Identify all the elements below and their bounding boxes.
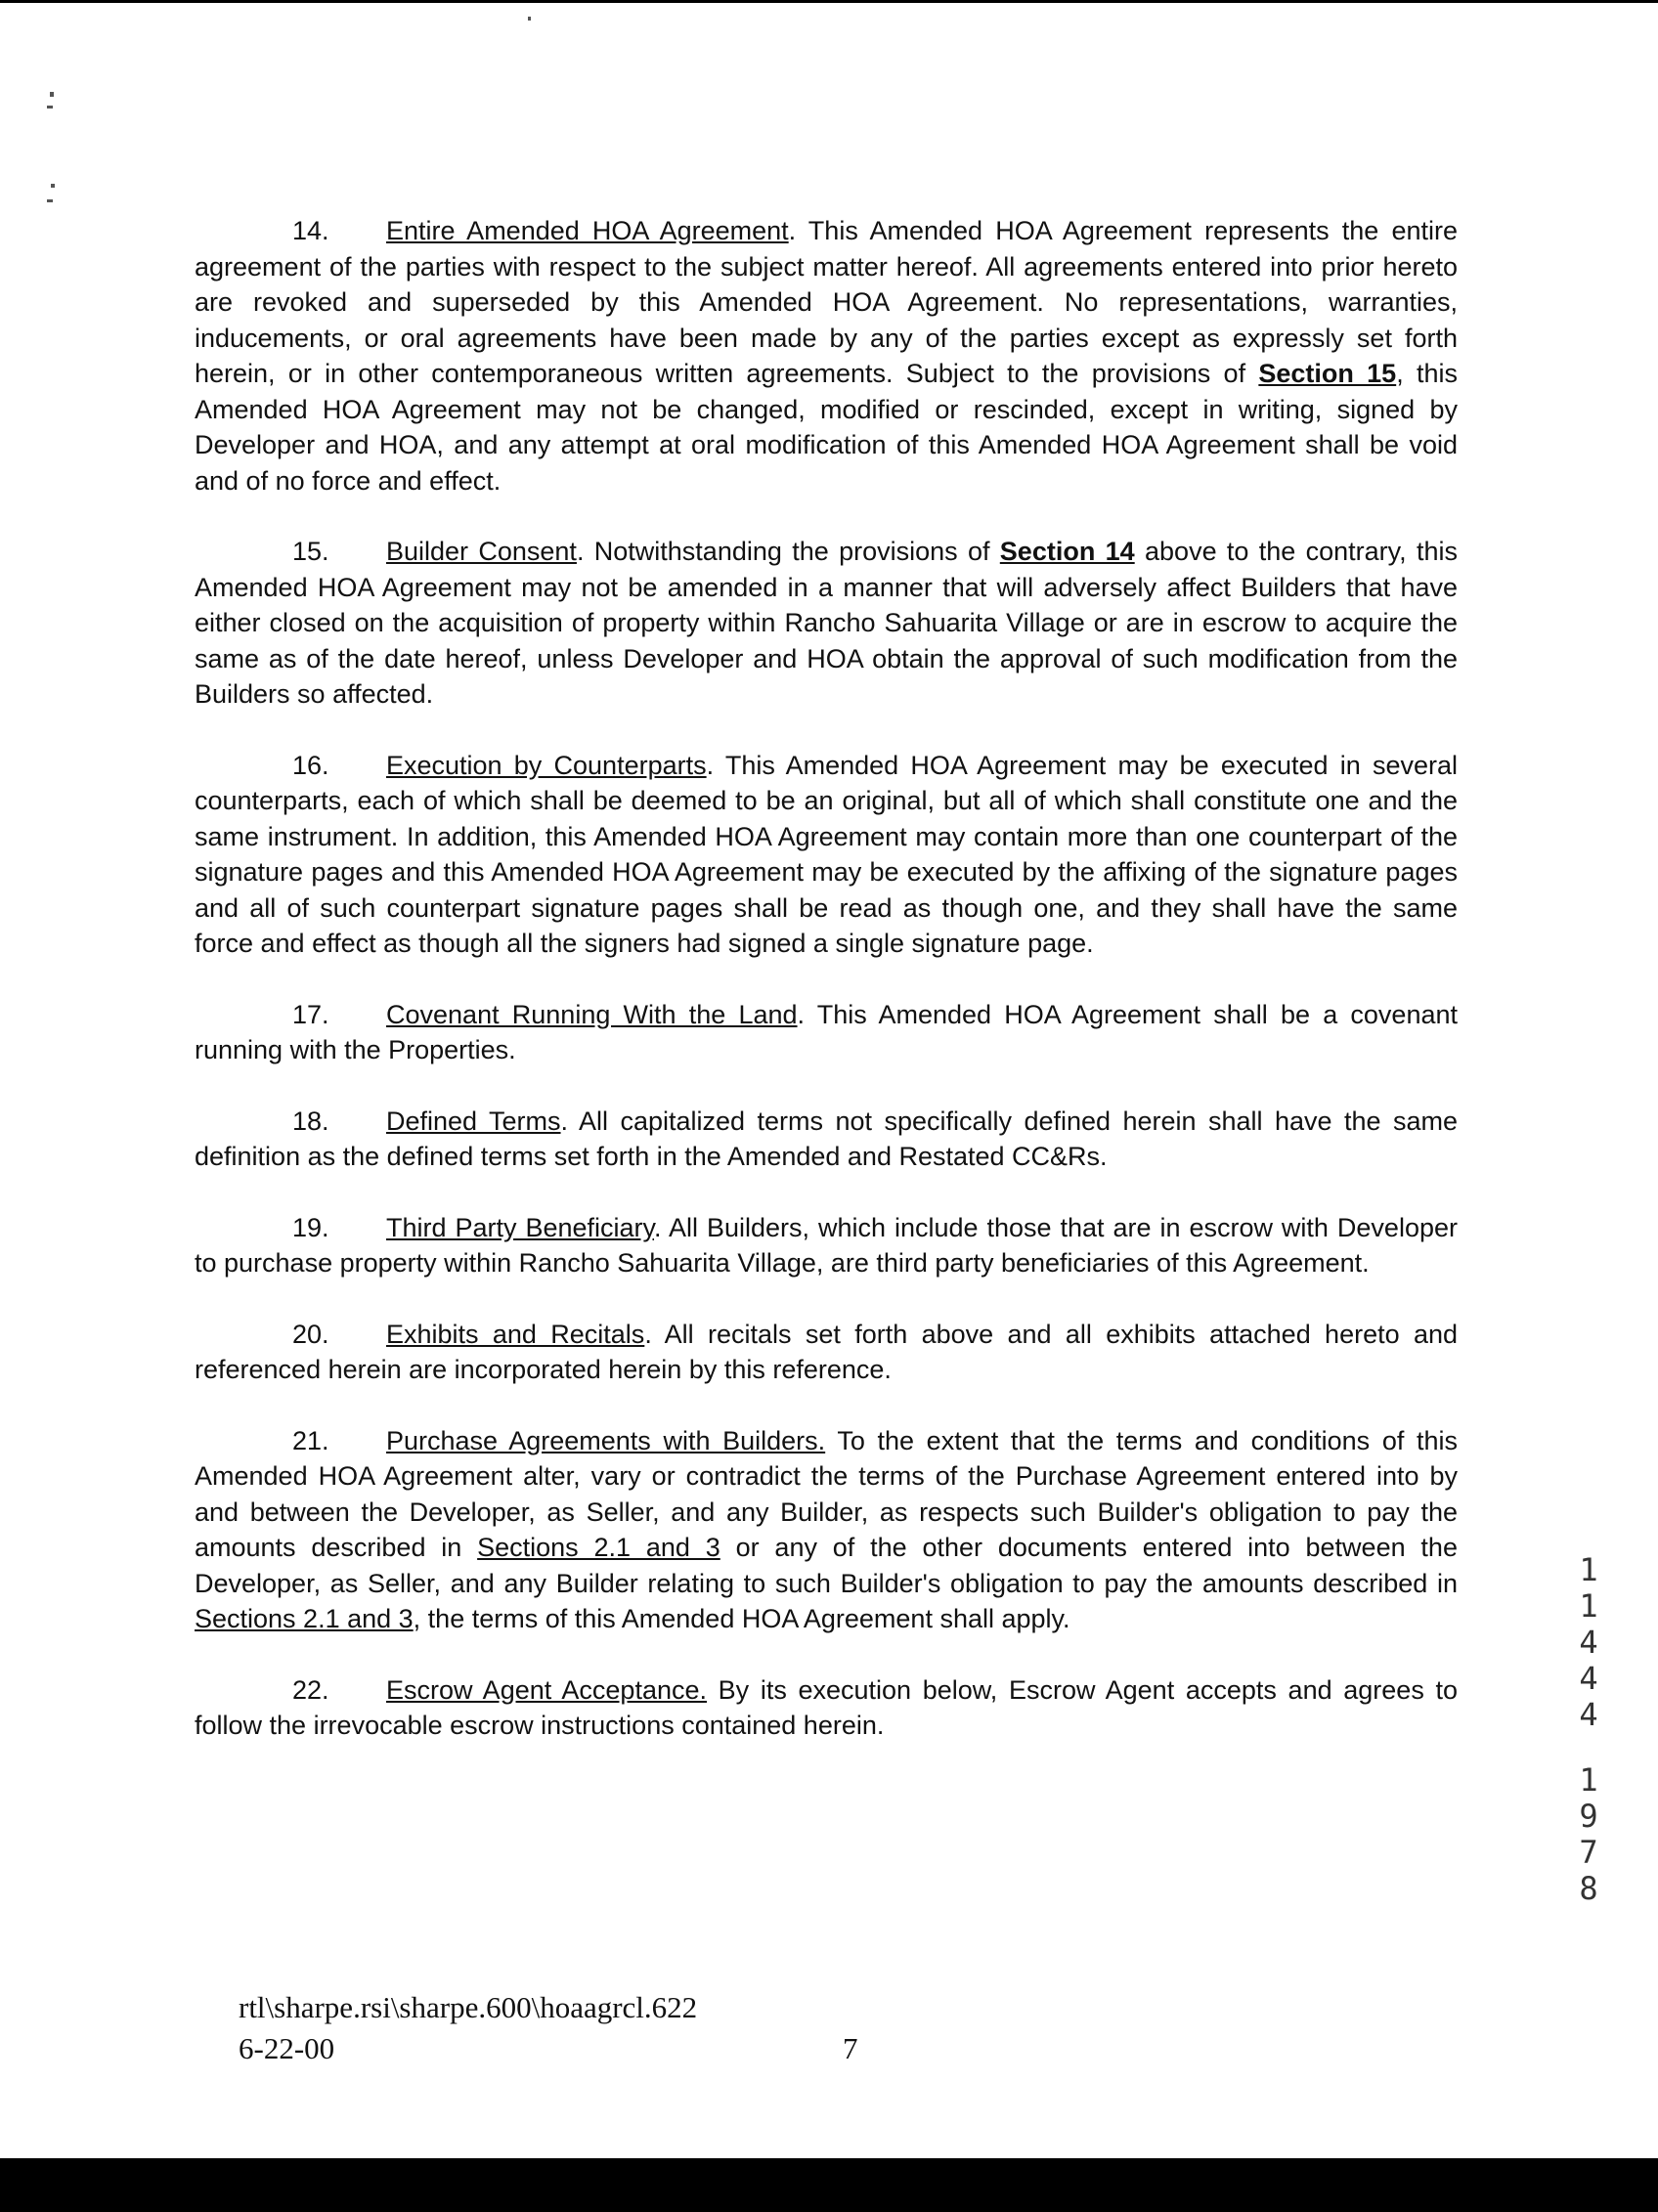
stamp-digit: 1 bbox=[1579, 1551, 1598, 1588]
section-heading: Execution by Counterparts bbox=[386, 750, 707, 780]
section-text: By its execution below, Escrow Agent accepts and agrees to follow the irrevocable escrow instructions contained herein. bbox=[195, 1674, 1458, 1740]
section-text: To the extent that the terms and conditions of this Amended HOA Agreement alter, vary or contradict the terms of the Purchase Agreement entered into by and between the Developer, as Seller, and any Builder, as respects such Builder's obligation to pay the amounts described in bbox=[195, 1425, 1459, 1562]
section-number: 18. bbox=[292, 1106, 329, 1136]
scan-bottom-band bbox=[0, 2158, 1658, 2212]
stamp-digit: 4 bbox=[1579, 1696, 1598, 1733]
section-14 bbox=[195, 213, 1458, 499]
footer-file-path: rtl\sharpe.rsi\sharpe.600\hoaagrcl.622 bbox=[239, 1990, 698, 2024]
section-text: . All Builders, which include those that are in escrow with Developer to purchase property within Rancho Sahuarita Village, are third party beneficiaries of this Agreement. bbox=[195, 1212, 1458, 1278]
scan-speck bbox=[528, 17, 531, 21]
stamp-digit: 1 bbox=[1579, 1761, 1598, 1799]
stamp-digit: 8 bbox=[1579, 1870, 1598, 1907]
scan-top-border bbox=[0, 0, 1658, 3]
section-text: . Notwithstanding the provisions of bbox=[576, 537, 1000, 566]
section-heading: Purchase Agreements with Builders. bbox=[386, 1425, 826, 1455]
section-number: 14. bbox=[292, 216, 329, 245]
section-heading: Exhibits and Recitals bbox=[386, 1319, 645, 1349]
section-19 bbox=[195, 1210, 1458, 1281]
section-reference: Section 15 bbox=[1258, 359, 1397, 388]
section-number: 22. bbox=[292, 1674, 329, 1705]
section-reference: Sections 2.1 and 3 bbox=[195, 1604, 414, 1633]
section-number: 19. bbox=[292, 1212, 329, 1242]
section-number: 17. bbox=[292, 999, 329, 1029]
stamp-digit: 4 bbox=[1579, 1660, 1598, 1697]
footer-date: 6-22-00 bbox=[239, 2031, 335, 2065]
scan-speck bbox=[50, 92, 54, 97]
section-text: above to the contrary, this Amended HOA Agreement may not be amended in a manner that will adversely affect Builders that have either closed on the acquisition of property within Rancho Sahuarita Village or are in escrow to acquire the same as of the date hereof, unless Developer and HOA obtain the approval of such modification from the Builders so affected. bbox=[195, 537, 1458, 709]
page-number: 7 bbox=[843, 2031, 858, 2065]
section-16 bbox=[195, 748, 1458, 962]
stamp-digit: 1 bbox=[1579, 1587, 1598, 1625]
section-heading: Builder Consent bbox=[386, 537, 577, 566]
section-text: . This Amended HOA Agreement represents the entire agreement of the parties with respect to the subject matter hereof. All agreements entered into prior hereto are revoked and superseded by this Amended HOA Agreement. No representations, warranties, inducements, or oral agreements have been made by any of the parties except as expressly set forth herein, or in other contemporaneous written agreements. Subject to the provisions of bbox=[195, 216, 1458, 388]
section-number: 20. bbox=[292, 1319, 329, 1349]
scan-speck bbox=[47, 199, 53, 202]
section-text: or any of the other documents entered into between the Developer, as Seller, and any Builder relating to such Builder's obligation to pay the amounts described in bbox=[195, 1533, 1458, 1598]
section-20 bbox=[195, 1317, 1458, 1388]
scan-speck bbox=[51, 184, 55, 188]
section-heading: Entire Amended HOA Agreement bbox=[386, 216, 789, 245]
section-17 bbox=[195, 997, 1458, 1068]
section-heading: Third Party Beneficiary bbox=[386, 1212, 655, 1242]
section-text: . This Amended HOA Agreement may be executed in several counterparts, each of which shall be deemed to be an original, but all of which shall constitute one and the same instrument. In addition, this Amended HOA Agreement may contain more than one counterpart of the signature pages and this Amended HOA Agreement may be executed by the affixing of the signature pages and all of such counterpart signature pages shall be read as though one, and they shall have the same force and effect as though all the signers had signed a single signature page. bbox=[195, 750, 1458, 958]
section-heading: Escrow Agent Acceptance. bbox=[386, 1674, 708, 1705]
document-body bbox=[195, 213, 1458, 1779]
section-22 bbox=[195, 1672, 1458, 1744]
section-text: . This Amended HOA Agreement shall be a covenant running with the Properties. bbox=[195, 999, 1458, 1064]
section-text: . All recitals set forth above and all exhibits attached hereto and referenced herein are incorporated herein by this reference. bbox=[195, 1319, 1459, 1384]
margin-stamp-number bbox=[1576, 1552, 1601, 1907]
scan-speck bbox=[47, 106, 53, 108]
section-text: , this Amended HOA Agreement may not be changed, modified or rescinded, except in writing, signed by Developer and HOA, and any attempt at oral modification of this Amended HOA Agreement shall be void and of no force and effect. bbox=[195, 359, 1458, 496]
section-reference: Sections 2.1 and 3 bbox=[477, 1533, 720, 1562]
section-number: 21. bbox=[292, 1425, 329, 1455]
section-text: . All capitalized terms not specifically defined herein shall have the same definition as the defined terms set forth in the Amended and Restated CC&Rs. bbox=[195, 1106, 1458, 1171]
section-number: 15. bbox=[292, 537, 329, 566]
stamp-digit: 7 bbox=[1579, 1834, 1598, 1871]
section-number: 16. bbox=[292, 750, 329, 780]
stamp-digit: 4 bbox=[1579, 1624, 1598, 1661]
section-heading: Covenant Running With the Land bbox=[386, 999, 798, 1029]
stamp-digit: 9 bbox=[1579, 1798, 1598, 1835]
section-15 bbox=[195, 534, 1458, 713]
section-18 bbox=[195, 1104, 1458, 1175]
section-heading: Defined Terms bbox=[386, 1106, 561, 1136]
section-21 bbox=[195, 1423, 1458, 1637]
section-reference: Section 14 bbox=[999, 537, 1135, 566]
section-text: , the terms of this Amended HOA Agreement shall apply. bbox=[413, 1604, 1070, 1633]
